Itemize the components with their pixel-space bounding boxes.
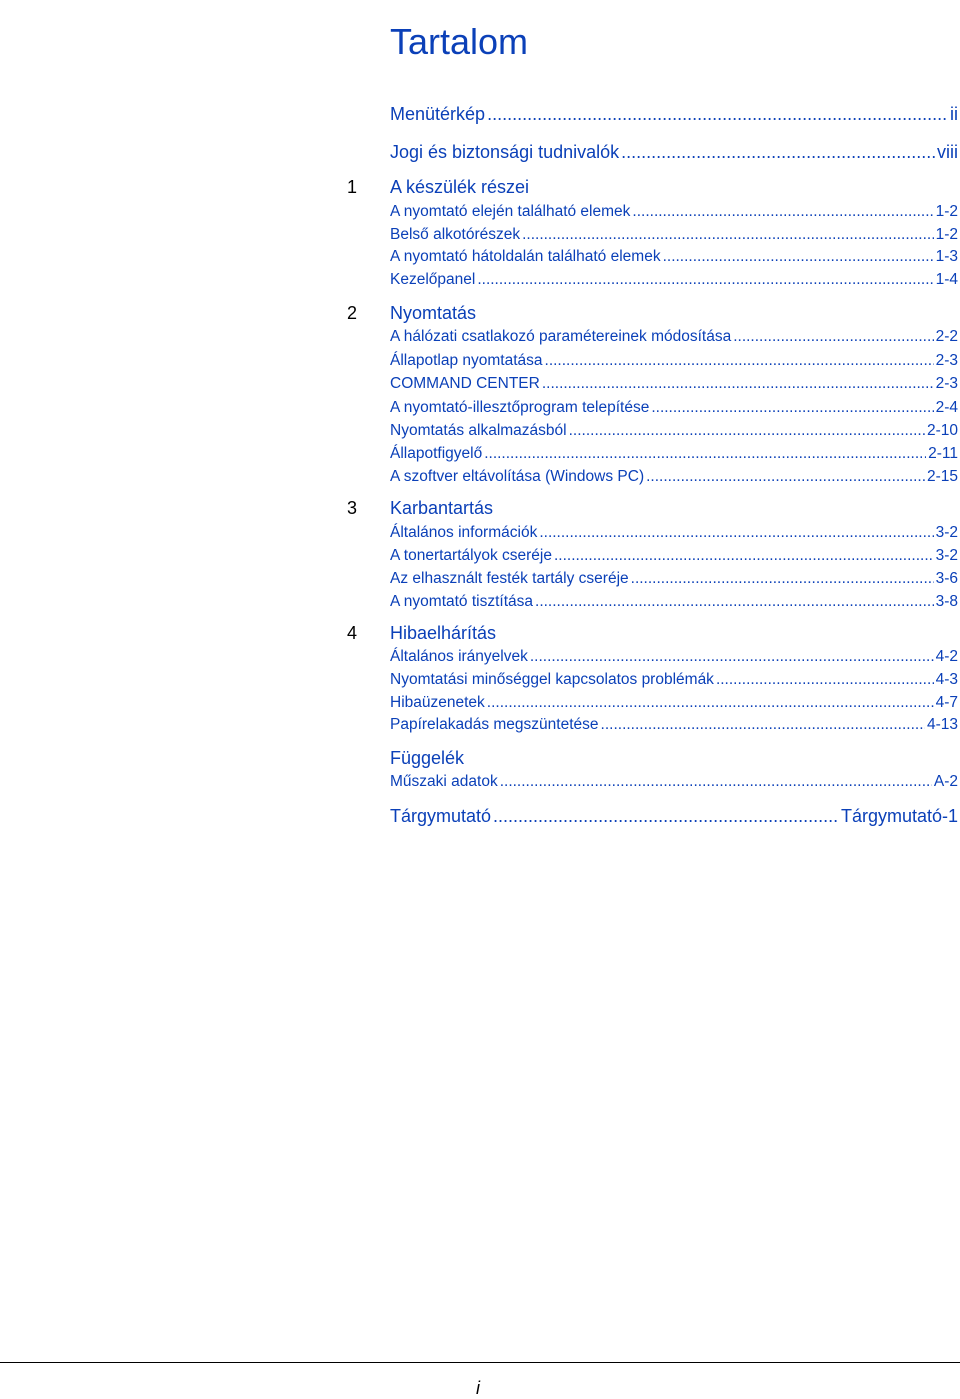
- toc-entry-page: 2-11: [928, 445, 958, 462]
- leader-dots: [493, 806, 839, 827]
- toc-entry-label: Menütérkép: [390, 104, 486, 124]
- chapter-number: 3: [347, 498, 358, 518]
- toc-entry-page: 1-3: [935, 248, 958, 265]
- toc-entry[interactable]: [390, 671, 958, 689]
- toc-entry-label: A nyomtató tisztítása: [390, 593, 534, 610]
- leader-dots: [554, 547, 934, 565]
- toc-entry-label: Jogi és biztonsági tudnivalók: [390, 142, 620, 162]
- toc-entry-page: 2-4: [935, 399, 958, 416]
- leader-dots: [651, 399, 933, 417]
- toc-entry-targymutato[interactable]: [390, 806, 958, 827]
- leader-dots: [539, 524, 933, 542]
- leader-dots: [535, 593, 934, 611]
- toc-entry-page: 2-2: [935, 328, 958, 345]
- toc-entry-label: Papírelakadás megszüntetése: [390, 716, 599, 733]
- leader-dots: [477, 271, 933, 289]
- leader-dots: [484, 445, 926, 463]
- leader-dots: [646, 468, 925, 486]
- leader-dots: [716, 671, 934, 689]
- chapter-title[interactable]: Hibaelhárítás: [390, 623, 497, 643]
- toc-entry[interactable]: [390, 352, 958, 370]
- toc-entry-label: Általános információk: [390, 524, 538, 541]
- toc-entry[interactable]: [390, 547, 958, 565]
- toc-entry-label: Állapotfigyelő: [390, 445, 483, 462]
- toc-entry-label: Nyomtatási minőséggel kapcsolatos problémák: [390, 671, 714, 688]
- toc-entry[interactable]: [390, 203, 958, 221]
- leader-dots: [631, 570, 934, 588]
- toc-entry-page: viii: [937, 142, 958, 162]
- toc-entry-label: COMMAND CENTER: [390, 375, 540, 392]
- toc-entry-page: 2-3: [935, 375, 958, 392]
- toc-entry-label: Műszaki adatok: [390, 773, 498, 790]
- toc-entry-page: 1-2: [935, 203, 958, 220]
- leader-dots: [545, 352, 934, 370]
- toc-entry-page: 3-2: [935, 524, 958, 541]
- chapter-title[interactable]: Nyomtatás: [390, 303, 477, 323]
- toc-entry-muszaki[interactable]: [390, 773, 958, 791]
- toc-entry[interactable]: [390, 248, 958, 266]
- page-title: Tartalom: [390, 21, 529, 63]
- leader-dots: [487, 104, 948, 125]
- toc-entry-label: A nyomtató-illesztőprogram telepítése: [390, 399, 650, 416]
- toc-entry-page: 3-6: [935, 570, 958, 587]
- toc-entry-label: Tárgymutató: [390, 806, 492, 826]
- leader-dots: [522, 226, 934, 244]
- toc-entry-page: ii: [950, 104, 958, 124]
- leader-dots: [601, 716, 925, 734]
- leader-dots: [530, 648, 934, 666]
- leader-dots: [621, 142, 935, 163]
- leader-dots: [542, 375, 934, 393]
- toc-entry[interactable]: [390, 328, 958, 346]
- toc-entry[interactable]: [390, 399, 958, 417]
- toc-entry-menuterkep[interactable]: [390, 104, 958, 125]
- toc-entry[interactable]: [390, 694, 958, 712]
- toc-entry-label: A nyomtató elején található elemek: [390, 203, 631, 220]
- leader-dots: [487, 694, 934, 712]
- toc-entry[interactable]: [390, 445, 958, 463]
- toc-entry-page: 4-13: [926, 716, 958, 733]
- toc-entry-page: 2-10: [926, 422, 958, 439]
- toc-entry-label: Állapotlap nyomtatása: [390, 352, 543, 369]
- leader-dots: [733, 328, 933, 346]
- toc-entry-page: 1-2: [935, 226, 958, 243]
- toc-entry-page: 1-4: [935, 271, 958, 288]
- chapter-number: 4: [347, 623, 358, 643]
- toc-entry-label: Kezelőpanel: [390, 271, 476, 288]
- footer-divider: [0, 1362, 960, 1363]
- toc-entry[interactable]: [390, 422, 958, 440]
- toc-entry-page: A-2: [933, 773, 958, 790]
- leader-dots: [569, 422, 925, 440]
- chapter-number: 2: [347, 303, 358, 323]
- toc-entry-label: Belső alkotórészek: [390, 226, 521, 243]
- chapter-title[interactable]: A készülék részei: [390, 177, 530, 197]
- toc-entry-label: A nyomtató hátoldalán található elemek: [390, 248, 661, 265]
- toc-entry-page: 2-15: [926, 468, 958, 485]
- toc-entry-label: A szoftver eltávolítása (Windows PC): [390, 468, 645, 485]
- toc-entry-label: Az elhasznált festék tartály cseréje: [390, 570, 629, 587]
- page-number: i: [476, 1378, 480, 1398]
- toc-entry[interactable]: [390, 524, 958, 542]
- toc-entry-label: Általános irányelvek: [390, 648, 528, 665]
- toc-entry[interactable]: [390, 648, 958, 666]
- toc-entry-page: 4-3: [935, 671, 958, 688]
- toc-entry[interactable]: [390, 375, 958, 393]
- toc-entry[interactable]: [390, 226, 958, 244]
- chapter-title[interactable]: Karbantartás: [390, 498, 494, 518]
- toc-entry-page: 4-2: [935, 648, 958, 665]
- toc-entry-label: A tonertartályok cseréje: [390, 547, 552, 564]
- toc-entry[interactable]: [390, 593, 958, 611]
- toc-entry[interactable]: [390, 716, 958, 734]
- leader-dots: [663, 248, 934, 266]
- toc-entry-page: 3-8: [935, 593, 958, 610]
- toc-entry-page: 4-7: [935, 694, 958, 711]
- leader-dots: [500, 773, 932, 791]
- toc-entry[interactable]: [390, 271, 958, 289]
- toc-entry-label: Nyomtatás alkalmazásból: [390, 422, 567, 439]
- chapter-number: 1: [347, 177, 358, 197]
- toc-entry-page: Tárgymutató-1: [840, 806, 958, 826]
- toc-entry-label: A hálózati csatlakozó paramétereinek módosítása: [390, 328, 732, 345]
- toc-entry-page: 2-3: [935, 352, 958, 369]
- toc-entry-page: 3-2: [935, 547, 958, 564]
- toc-entry-jogi[interactable]: [390, 142, 958, 163]
- toc-entry[interactable]: [390, 468, 958, 486]
- toc-entry-label: Hibaüzenetek: [390, 694, 485, 711]
- toc-entry[interactable]: [390, 570, 958, 588]
- leader-dots: [632, 203, 933, 221]
- appendix-title[interactable]: Függelék: [390, 748, 465, 768]
